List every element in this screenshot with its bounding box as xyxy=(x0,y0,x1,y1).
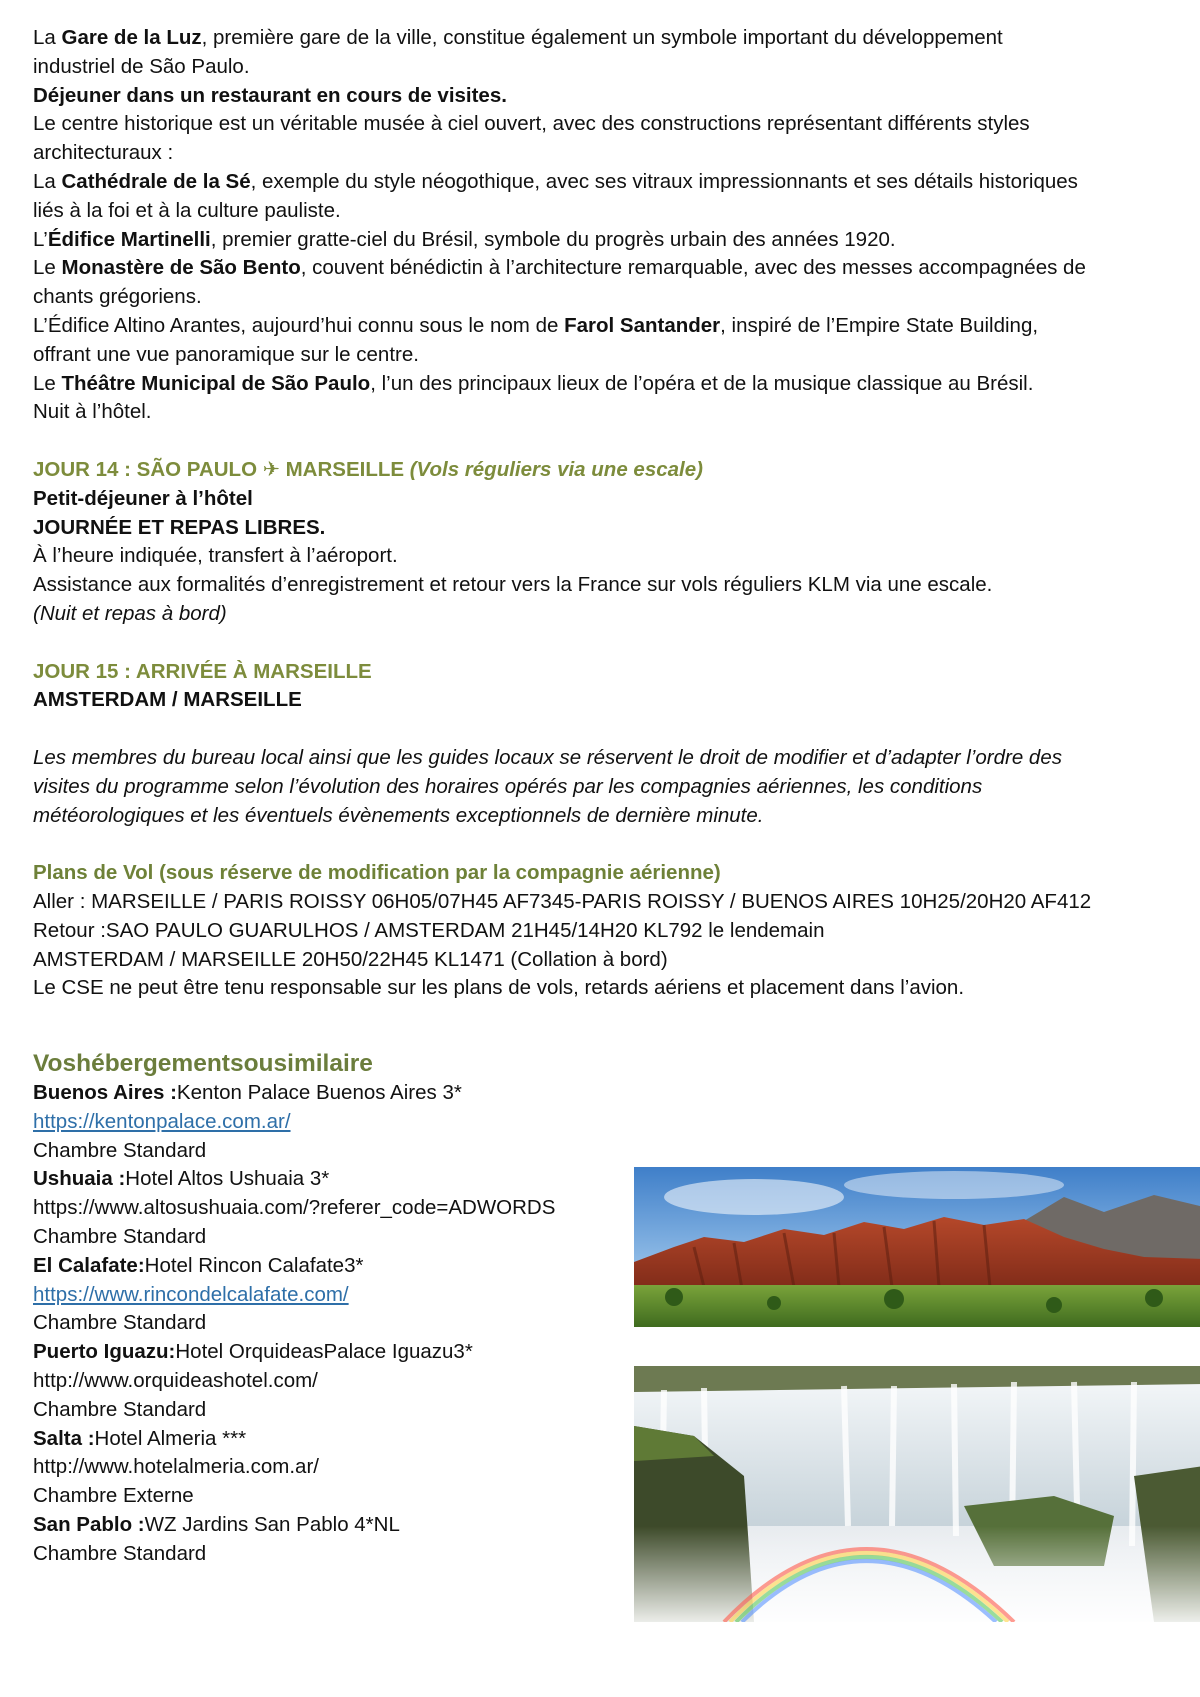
place-name: Cathédrale de la Sé xyxy=(61,169,251,193)
paragraph-line: offrant une vue panoramique sur le centre. xyxy=(33,342,419,366)
hotels-title: Voshébergementsousimilaire xyxy=(33,1050,373,1077)
paragraph-line: Nuit à l’hôtel. xyxy=(33,400,152,424)
hotel-name: Hotel Rincon Calafate3* xyxy=(144,1253,364,1277)
paragraph-line: Le Théâtre Municipal de São Paulo, l’un des principaux lieux de l’opéra et de la musique classique au Brésil. xyxy=(33,371,1034,395)
disclaimer-line: météorologiques et les éventuels évènements exceptionnels de dernière minute. xyxy=(33,803,764,827)
hotel-entry xyxy=(33,1425,633,1511)
paragraph-line: À l’heure indiquée, transfert à l’aéroport. xyxy=(33,544,398,568)
paragraph-line: Le centre historique est un véritable musée à ciel ouvert, avec des constructions représentant différents styles xyxy=(33,112,1030,136)
hotel-city: Ushuaia : xyxy=(33,1167,126,1191)
room-type: Chambre Standard xyxy=(33,1224,207,1248)
hotel-city: Puerto Iguazu: xyxy=(33,1340,176,1364)
place-name: Édifice Martinelli xyxy=(47,227,211,251)
place-name: Gare de la Luz xyxy=(61,26,202,49)
hotel-name: Hotel OrquideasPalace Iguazu3* xyxy=(175,1340,473,1364)
paragraph-line: chants grégoriens. xyxy=(33,285,202,309)
hotel-city: Salta : xyxy=(33,1426,95,1450)
hotel-city: El Calafate: xyxy=(33,1253,145,1277)
paragraph-line: La Cathédrale de la Sé, exemple du style néogothique, avec ses vitraux impressionnants et ses détails historiques xyxy=(33,169,1078,193)
hotel-city: Buenos Aires : xyxy=(33,1081,177,1104)
hotel-entry xyxy=(33,1252,633,1338)
day-15-title: JOUR 15 : ARRIVÉE À MARSEILLE xyxy=(33,659,372,683)
hotel-city: San Pablo : xyxy=(33,1512,145,1536)
itinerary-text xyxy=(33,24,1168,1003)
disclaimer-line: visites du programme selon l’évolution des horaires opérés par les compagnies aériennes, les conditions xyxy=(33,774,983,798)
hotel-url: http://www.hotelalmeria.com.ar/ xyxy=(33,1455,319,1479)
spacer xyxy=(33,427,1168,456)
lunch-line: Déjeuner dans un restaurant en cours de visites. xyxy=(33,83,507,107)
hotel-entry xyxy=(33,1511,633,1569)
place-name: Monastère de São Bento xyxy=(61,256,301,280)
paragraph-line: (Nuit et repas à bord) xyxy=(33,601,227,625)
room-type: Chambre Externe xyxy=(33,1484,194,1508)
hotel-url: http://www.orquideashotel.com/ xyxy=(33,1368,318,1392)
flight-line: AMSTERDAM / MARSEILLE 20H50/22H45 KL1471 (Collation à bord) xyxy=(33,947,668,971)
flight-plans-title: Plans de Vol (sous réserve de modification par la compagnie aérienne) xyxy=(33,861,721,885)
hotel-entry xyxy=(33,1165,633,1251)
room-type: Chambre Standard xyxy=(33,1541,207,1565)
paragraph-line: Le Monastère de São Bento, couvent bénédictin à l’architecture remarquable, avec des messes accompagnées de xyxy=(33,256,1086,280)
day-14-free-day: JOURNÉE ET REPAS LIBRES. xyxy=(33,515,326,539)
hotel-entry xyxy=(33,1079,633,1165)
flight-disclaimer: Le CSE ne peut être tenu responsable sur les plans de vols, retards aériens et placement dans l’avion. xyxy=(33,976,965,1000)
room-type: Chambre Standard xyxy=(33,1397,207,1421)
paragraph-line: L’Édifice Altino Arantes, aujourd’hui connu sous le nom de Farol Santander, inspiré de l’Empire State Building, xyxy=(33,313,1039,337)
paragraph-line: architecturaux : xyxy=(33,141,174,165)
disclaimer-line: Les membres du bureau local ainsi que les guides locaux se réservent le droit de modifier et d’adapter l’ordre des xyxy=(33,745,1062,769)
place-name: Théâtre Municipal de São Paulo xyxy=(61,371,371,395)
hotel-entry xyxy=(33,1338,633,1424)
day-14-breakfast: Petit-déjeuner à l’hôtel xyxy=(33,486,253,510)
hotel-name: WZ Jardins San Pablo 4*NL xyxy=(144,1512,400,1536)
paragraph-line: liés à la foi et à la culture pauliste. xyxy=(33,198,341,222)
paragraph-line: industriel de São Paulo. xyxy=(33,54,250,78)
day-15-flight: AMSTERDAM / MARSEILLE xyxy=(33,688,302,712)
spacer xyxy=(33,830,1168,859)
canyon-landscape-photo xyxy=(634,1167,1200,1327)
room-type: Chambre Standard xyxy=(33,1311,207,1335)
hotel-name: Hotel Almeria *** xyxy=(94,1426,247,1450)
hotels-section xyxy=(33,1046,633,1569)
place-name: Farol Santander xyxy=(564,313,721,337)
spacer xyxy=(33,629,1168,658)
spacer xyxy=(33,715,1168,744)
paragraph-line: Assistance aux formalités d’enregistrement et retour vers la France sur vols réguliers KLM via une escale. xyxy=(33,573,993,597)
hotel-name: Hotel Altos Ushuaia 3* xyxy=(125,1167,330,1191)
paragraph-line: L’Édifice Martinelli, premier gratte-ciel du Brésil, symbole du progrès urbain des années 1920. xyxy=(33,227,896,251)
hotel-link[interactable]: https://www.rincondelcalafate.com/ xyxy=(33,1282,349,1306)
flight-line: Retour :SAO PAULO GUARULHOS / AMSTERDAM 21H45/14H20 KL792 le lendemain xyxy=(33,918,825,942)
day-14-title: JOUR 14 : SÃO PAULO ✈ MARSEILLE (Vols réguliers via une escale) xyxy=(33,457,703,481)
flight-line: Aller : MARSEILLE / PARIS ROISSY 06H05/07H45 AF7345-PARIS ROISSY / BUENOS AIRES 10H25/20H20 AF412 xyxy=(33,889,1092,913)
hotel-name: Kenton Palace Buenos Aires 3* xyxy=(176,1081,462,1104)
room-type: Chambre Standard xyxy=(33,1138,207,1162)
hotel-link[interactable]: https://kentonpalace.com.ar/ xyxy=(33,1109,291,1133)
waterfall-rainbow-photo xyxy=(634,1366,1200,1622)
paragraph-line: La Gare de la Luz, première gare de la ville, constitue également un symbole important du développement xyxy=(33,26,1003,49)
hotel-url: https://www.altosushuaia.com/?referer_code=ADWORDS xyxy=(33,1196,556,1220)
